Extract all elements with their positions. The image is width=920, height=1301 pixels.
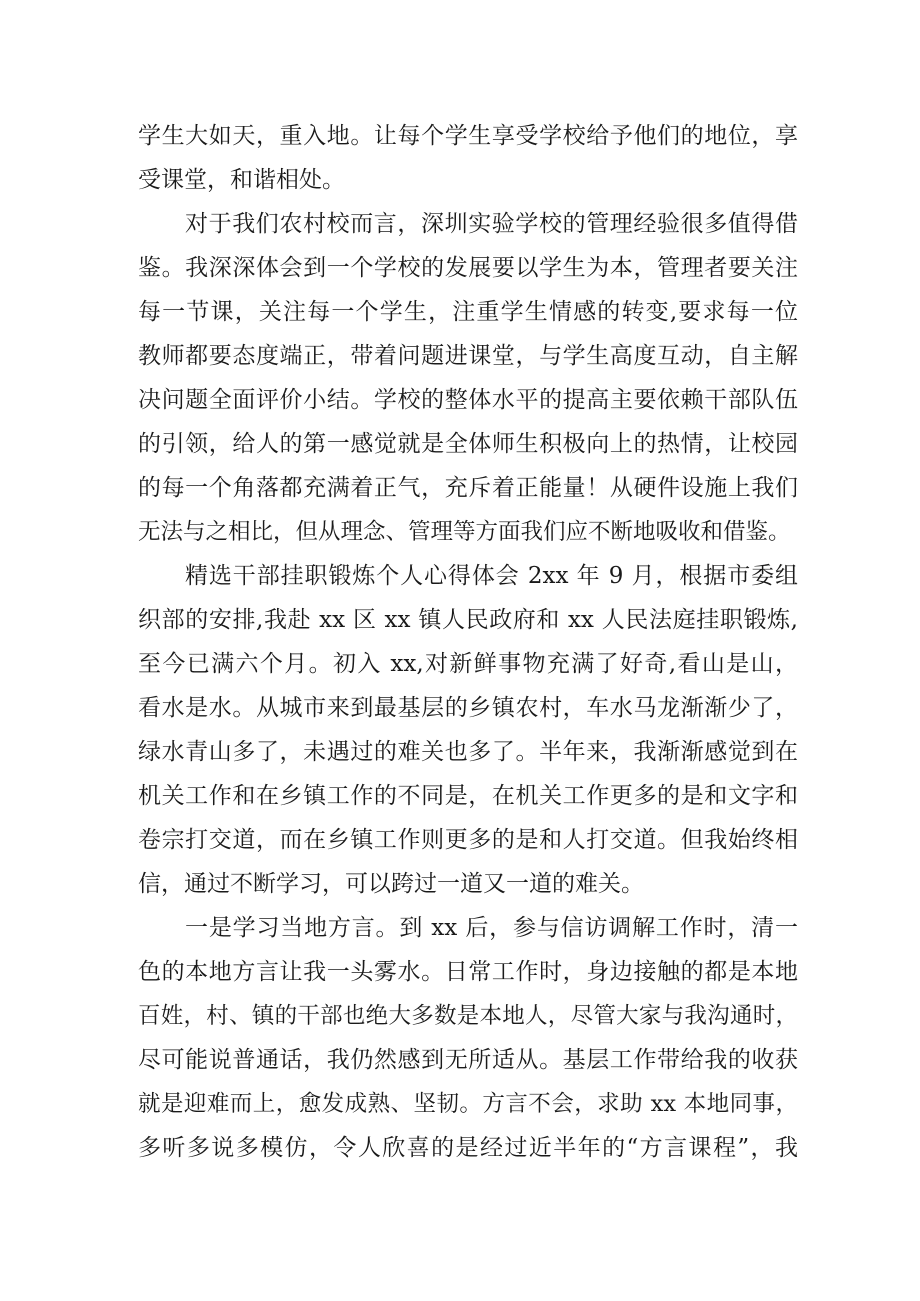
paragraph-line: 受课堂，和谐相处。 [138, 167, 345, 193]
paragraph-line: 绿水青山多了，未遇过的难关也多了。半年来，我渐渐感觉到在 [138, 739, 798, 765]
paragraph-line: 就是迎难而上，愈发成熟、坚韧。方言不会，求助 xx 本地同事， [138, 1091, 798, 1117]
paragraph-line: 多听多说多模仿，令人欣喜的是经过近半年的“方言课程”，我 [138, 1135, 798, 1161]
paragraph-line: 学生大如天，重入地。让每个学生享受学校给予他们的地位，享 [138, 123, 798, 149]
paragraph-line: 鉴。我深深体会到一个学校的发展要以学生为本，管理者要关注 [138, 255, 798, 281]
paragraph-line: 教师都要态度端正，带着问题进课堂，与学生高度互动，自主解 [138, 343, 798, 369]
paragraph-line: 至今已满六个月。初入 xx,对新鲜事物充满了好奇,看山是山， [138, 651, 798, 677]
paragraph-line: 对于我们农村校而言，深圳实验学校的管理经验很多值得借 [185, 211, 798, 237]
paragraph-line: 每一节课，关注每一个学生，注重学生情感的转变,要求每一位 [138, 299, 798, 325]
paragraph-line: 信，通过不断学习，可以跨过一道又一道的难关。 [138, 871, 644, 897]
paragraph-line: 织部的安排,我赴 xx 区 xx 镇人民政府和 xx 人民法庭挂职锻炼, [138, 607, 798, 633]
paragraph-line: 一是学习当地方言。到 xx 后，参与信访调解工作时，清一 [185, 915, 798, 941]
paragraph-line: 无法与之相比，但从理念、管理等方面我们应不断地吸收和借鉴。 [138, 519, 791, 545]
paragraph-line: 精选干部挂职锻炼个人心得体会 2xx 年 9 月，根据市委组 [185, 563, 798, 589]
paragraph-line: 卷宗打交道，而在乡镇工作则更多的是和人打交道。但我始终相 [138, 827, 798, 853]
paragraph-line: 机关工作和在乡镇工作的不同是，在机关工作更多的是和文字和 [138, 783, 798, 809]
paragraph-line: 决问题全面评价小结。学校的整体水平的提高主要依赖干部队伍 [138, 387, 798, 413]
paragraph-line: 的每一个角落都充满着正气，充斥着正能量！从硬件设施上我们 [138, 475, 798, 501]
paragraph-line: 尽可能说普通话，我仍然感到无所适从。基层工作带给我的收获 [138, 1047, 798, 1073]
paragraph-line: 色的本地方言让我一头雾水。日常工作时，身边接触的都是本地 [138, 959, 798, 985]
paragraph-line: 看水是水。从城市来到最基层的乡镇农村，车水马龙渐渐少了， [138, 695, 798, 721]
paragraph-line: 百姓，村、镇的干部也绝大多数是本地人，尽管大家与我沟通时， [138, 1003, 798, 1029]
paragraph-line: 的引领，给人的第一感觉就是全体师生积极向上的热情，让校园 [138, 431, 798, 457]
